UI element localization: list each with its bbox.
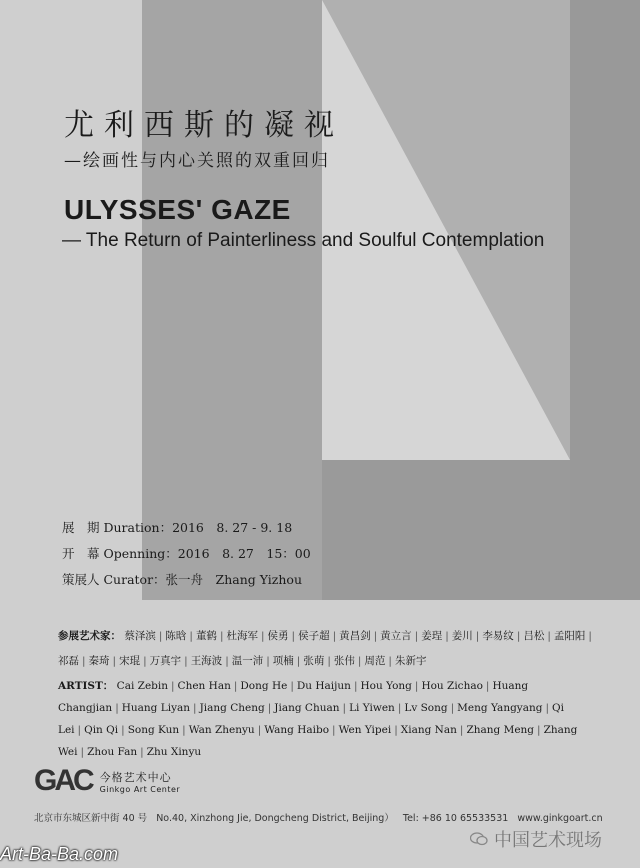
separator: | — [485, 680, 490, 692]
wechat-account — [470, 826, 602, 852]
artist-name-english: Du Haijun — [296, 680, 351, 692]
artist-name-english: Jiang Chuan — [274, 702, 340, 714]
artist-name-english: Qin Qi — [84, 724, 119, 736]
artist-name-english: Wang Haibo — [264, 724, 330, 736]
wechat-label: 中国艺术现场 — [494, 830, 602, 851]
artist-name-english: Song Kun — [127, 724, 180, 736]
separator: | — [332, 724, 336, 736]
separator: | — [291, 630, 296, 642]
separator: | — [445, 630, 449, 642]
separator: | — [327, 655, 331, 667]
title-english: ULYSSES' GAZE — [64, 194, 291, 225]
artist-name-chinese: 张伟 — [333, 655, 355, 667]
address-english: No.40, Xinzhong Jie, Dongcheng District, Beijing） — [156, 813, 394, 824]
separator: | — [537, 724, 541, 736]
separator: | — [459, 724, 464, 736]
separator: | — [547, 630, 551, 642]
logo-name-chinese: 今格艺术中心 — [99, 770, 172, 784]
artist-label-english: ARTIST： — [58, 680, 114, 692]
wechat-icon — [470, 832, 488, 846]
artist-name-english: Huang Liyan — [121, 702, 191, 714]
separator: | — [184, 655, 188, 667]
artist-name-english: Dong He — [240, 680, 288, 692]
duration-info: 展 期 Duration：2016 8. 27 - 9. 18 — [62, 520, 293, 535]
artist-name-chinese: 张萌 — [303, 655, 325, 667]
artist-name-chinese: 秦琦 — [88, 655, 110, 667]
artist-name-chinese: 祁磊 — [58, 655, 79, 667]
artist-name-chinese: 项楠 — [272, 655, 294, 667]
artist-name-english: Xiang Nan — [400, 724, 457, 736]
separator: | — [373, 630, 378, 642]
separator: | — [357, 655, 362, 667]
artist-name-chinese: 周范 — [364, 655, 386, 667]
separator: | — [266, 655, 270, 667]
separator: | — [112, 655, 117, 667]
artist-list-english — [58, 675, 598, 763]
separator: | — [189, 630, 193, 642]
artist-name-chinese: 杜海军 — [226, 630, 258, 642]
artist-label-chinese: 参展艺术家： — [58, 630, 121, 642]
separator: | — [397, 702, 402, 714]
artist-name-english: Lv Song — [404, 702, 448, 714]
gallery-logo — [34, 764, 180, 798]
curator-info: 策展人 Curator：张一舟 Zhang Yizhou — [62, 572, 302, 587]
artist-name-chinese: 侯勇 — [267, 630, 289, 642]
separator: | — [82, 655, 86, 667]
footer-contact — [34, 810, 603, 824]
separator: | — [171, 680, 175, 692]
artist-name-english: Hou Yong — [360, 680, 412, 692]
separator: | — [296, 655, 301, 667]
artist-name-chinese: 温一沛 — [231, 655, 264, 667]
artist-name-english: Wen Yipei — [338, 724, 392, 736]
artist-name-english: Cai Zebin — [116, 680, 168, 692]
artist-name-english: Meng Yangyang — [457, 702, 543, 714]
artist-name-chinese: 董鹤 — [195, 630, 217, 642]
artist-name-chinese: 万真宇 — [149, 655, 182, 667]
logo-mark: GAC — [34, 764, 92, 797]
separator: | — [388, 655, 392, 667]
artist-name-english: Qi Lei — [58, 702, 564, 736]
separator: | — [414, 680, 419, 692]
separator: | — [219, 630, 224, 642]
separator: | — [143, 655, 147, 667]
separator: | — [260, 630, 265, 642]
artist-name-english: Li Yiwen — [349, 702, 395, 714]
separator: | — [182, 724, 186, 736]
artist-name-chinese: 朱新宇 — [394, 655, 427, 667]
address-chinese: 北京市东城区新中街 40 号 — [34, 813, 148, 824]
separator: | — [80, 746, 85, 758]
separator: | — [233, 680, 238, 692]
subtitle-chinese: —绘画性与内心关照的双重回归 — [64, 151, 330, 171]
artist-name-english: Zhu Xinyu — [146, 746, 202, 758]
watermark: Art-Ba-Ba.com — [0, 844, 119, 864]
separator: | — [158, 630, 163, 642]
artist-name-english: Chen Han — [177, 680, 231, 692]
separator: | — [475, 630, 480, 642]
separator: | — [545, 702, 550, 714]
separator: | — [225, 655, 229, 667]
separator: | — [353, 680, 358, 692]
artist-name-english: Wan Zhenyu — [188, 724, 255, 736]
artist-name-chinese: 蔡泽滨 — [124, 630, 156, 642]
artist-name-chinese: 王海波 — [190, 655, 223, 667]
artist-name-chinese: 黄立言 — [380, 630, 412, 642]
artist-name-english: Huang Changjian — [58, 680, 529, 714]
artist-name-chinese: 孟阳阳 — [553, 630, 586, 642]
title-chinese: 尤利西斯的凝视 — [64, 108, 344, 143]
logo-name-english: Ginkgo Art Center — [99, 784, 181, 794]
separator: | — [516, 630, 521, 642]
separator: | — [394, 724, 398, 736]
artist-list-chinese — [58, 624, 598, 674]
separator: | — [115, 702, 119, 714]
separator: | — [77, 724, 82, 736]
separator: | — [342, 702, 347, 714]
artist-name-english: Zhang Meng — [466, 724, 535, 736]
separator: | — [257, 724, 262, 736]
artist-name-english: Hou Zichao — [421, 680, 483, 692]
artist-name-chinese: 姜川 — [451, 630, 473, 642]
separator: | — [450, 702, 455, 714]
artist-name-chinese: 陈晗 — [165, 630, 187, 642]
artist-name-chinese: 吕松 — [523, 630, 545, 642]
separator: | — [290, 680, 294, 692]
artist-name-chinese: 黄昌剑 — [339, 630, 371, 642]
separator: | — [267, 702, 272, 714]
separator: | — [121, 724, 125, 736]
separator: | — [332, 630, 337, 642]
artist-name-english: Zhang Wei — [58, 724, 578, 758]
artist-name-chinese: 宋琨 — [119, 655, 141, 667]
artist-name-chinese: 侯子超 — [298, 630, 330, 642]
opening-info: 开 幕 Openning：2016 8. 27 15：00 — [62, 546, 311, 561]
artist-name-english: Zhou Fan — [87, 746, 138, 758]
separator: | — [140, 746, 144, 758]
separator: | — [414, 630, 419, 642]
artist-name-chinese: 姜珵 — [421, 630, 443, 642]
separator: | — [193, 702, 197, 714]
telephone: Tel: +86 10 65533531 — [402, 813, 509, 824]
separator: | — [588, 630, 592, 642]
artist-name-english: Jiang Cheng — [199, 702, 265, 714]
subtitle-english: — The Return of Painterliness and Soulful Contemplation — [62, 230, 545, 251]
artist-name-chinese: 李易纹 — [482, 630, 514, 642]
website: www.ginkgoart.cn — [517, 813, 603, 824]
